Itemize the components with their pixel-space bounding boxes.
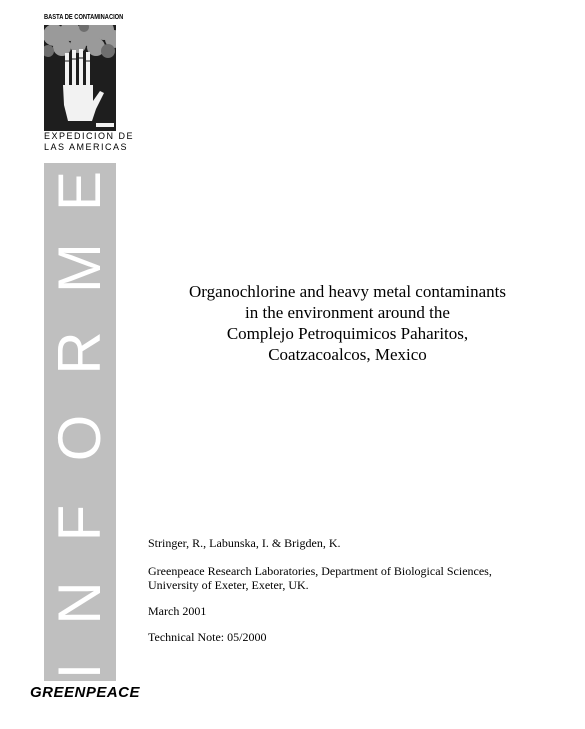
band-letter-m: M <box>46 243 113 293</box>
campaign-logo <box>44 25 116 131</box>
informe-side-band <box>44 163 116 681</box>
band-letter-o: O <box>46 414 113 462</box>
affiliation-line-2: University of Exeter, Exeter, UK. <box>148 578 309 592</box>
band-letter-r: R <box>46 331 113 375</box>
authors: Stringer, R., Labunska, I. & Brigden, K. <box>148 536 341 550</box>
greenpeace-logo: GREENPEACE <box>30 684 141 701</box>
affiliation <box>148 564 492 592</box>
campaign-line-1: EXPEDICION DE <box>44 131 135 141</box>
band-letter-f: F <box>46 504 113 542</box>
campaign-title-bottom <box>44 131 135 153</box>
band-letter-n: N <box>46 581 113 625</box>
campaign-line-2: LAS AMERICAS <box>44 142 129 152</box>
title-line-3: Complejo Petroquimicos Paharitos, <box>226 324 469 343</box>
campaign-title-top: BASTA DE CONTAMINACION <box>44 14 124 21</box>
affiliation-line-1: Greenpeace Research Laboratories, Department of Biological Sciences, <box>148 564 492 578</box>
hand-chimney-icon <box>44 25 116 131</box>
band-letter-e: E <box>46 170 113 212</box>
technical-note: Technical Note: 05/2000 <box>148 630 267 644</box>
title-line-2: in the environment around the <box>245 303 450 322</box>
document-title <box>140 281 555 365</box>
publication-date: March 2001 <box>148 604 207 618</box>
band-letter-i: I <box>46 662 113 680</box>
title-line-1: Organochlorine and heavy metal contaminants <box>189 282 506 301</box>
title-line-4: Coatzacoalcos, Mexico <box>268 345 427 364</box>
